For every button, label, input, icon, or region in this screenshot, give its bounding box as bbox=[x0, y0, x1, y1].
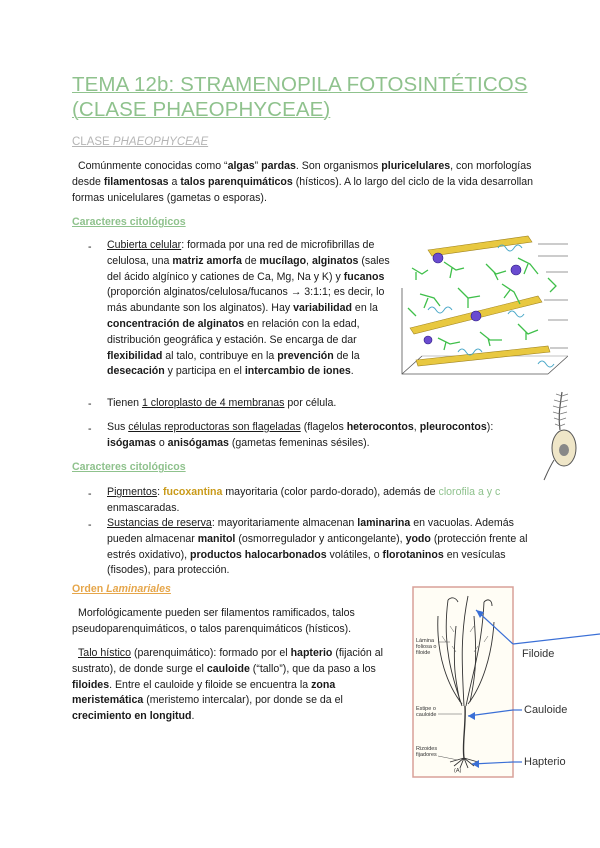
bullet-dash: - bbox=[88, 398, 92, 410]
laminariales-morphology-paragraph: Morfológicamente pueden ser filamentos ramificados, talos pseudoparenquimáticos, o talos parenquimáticos (hísticos). bbox=[72, 607, 355, 635]
kelp-figure bbox=[412, 586, 600, 778]
bullet-cubierta-celular: Cubierta celular: formada por una red de microfibrillas de celulosa, una matriz amorfa de mucílago, alginatos (sales del ácido algínico y cationes de Ca, Mg, Na y K) y fucanos (proporción alginatos/celulosa/fucanos → 3:1:1; es decir, lo más abundante son los alginatos). Hay variabilidad en la concentración de alginatos en relación con la edad, distribución geográfica y estación. Se encarga de dar flexibilidad al talo, contribuye en la prevención de la desecación y participa en el intercambio de iones. bbox=[107, 239, 390, 378]
bullet-dash: - bbox=[88, 423, 92, 435]
class-subtitle: CLASE PHAEOPHYCEAE bbox=[72, 136, 209, 148]
section-heading-citologicos-2: Caracteres citológicos bbox=[72, 461, 186, 473]
bullet-pigmentos: Pigmentos: fucoxantina mayoritaria (color pardo-dorado), además de clorofila a y c enmascaradas. bbox=[107, 486, 501, 514]
page-title: TEMA 12b: STRAMENOPILA FOTOSINTÉTICOS (CLASE PHAEOPHYCEAE) bbox=[72, 73, 528, 121]
label-panel-letter: (A) bbox=[454, 768, 462, 774]
label-hapterio: Hapterio bbox=[524, 756, 566, 768]
label-lamina-small: Lámina foliosa o filoide bbox=[416, 638, 437, 656]
label-cauloide: Cauloide bbox=[524, 704, 568, 716]
bullet-dash: - bbox=[88, 519, 92, 531]
label-filoide: Filoide bbox=[522, 648, 555, 660]
bullet-cloroplasto: Tienen 1 cloroplasto de 4 membranas por célula. bbox=[107, 397, 337, 409]
talo-histico-paragraph: Talo hístico (parenquimático): formado por el hapterio (fijación al sustrato), de donde surge el cauloide (“tallo”), que da paso a los filoides. Entre el cauloide y filoide se encuentra la zona meristemática (meristemo intercalar), por donde se da el crecimiento en longitud. bbox=[72, 647, 384, 723]
bullet-celulas-reproductoras: Sus células reproductoras son flageladas (flagelos heterocontos, pleurocontos): isógamas o anisógamas (gametas femeninas sésiles). bbox=[107, 421, 494, 449]
intro-paragraph: Comúnmente conocidas como “algas” pardas. Son organismos pluricelulares, con morfologías desde filamentosas a talos parenquimáticos (hísticos). A lo largo del ciclo de la vida desarrollan formas unicelulares (gametas o esporas). bbox=[72, 160, 534, 204]
label-rizoides-small: Rizoides fijadores bbox=[416, 746, 438, 758]
bullet-dash: - bbox=[88, 488, 92, 500]
zoospore-illustration bbox=[540, 386, 584, 482]
bullet-sustancias-reserva: Sustancias de reserva: mayoritariamente almacenan laminarina en vacuolas. Además pueden almacenar manitol (osmorregulador y anticongelante), yodo (protección frente al estrés oxidativo), productos halocarbonados volátiles, o florotaninos en vesículas (fisodes), para protección. bbox=[107, 517, 528, 577]
orden-heading: Orden Laminariales bbox=[72, 583, 171, 595]
cell-wall-diagram bbox=[398, 228, 568, 380]
section-heading-citologicos-1: Caracteres citológicos bbox=[72, 216, 186, 228]
label-estipe-small: Estipe o cauloide bbox=[416, 706, 437, 718]
bullet-dash: - bbox=[88, 241, 92, 253]
